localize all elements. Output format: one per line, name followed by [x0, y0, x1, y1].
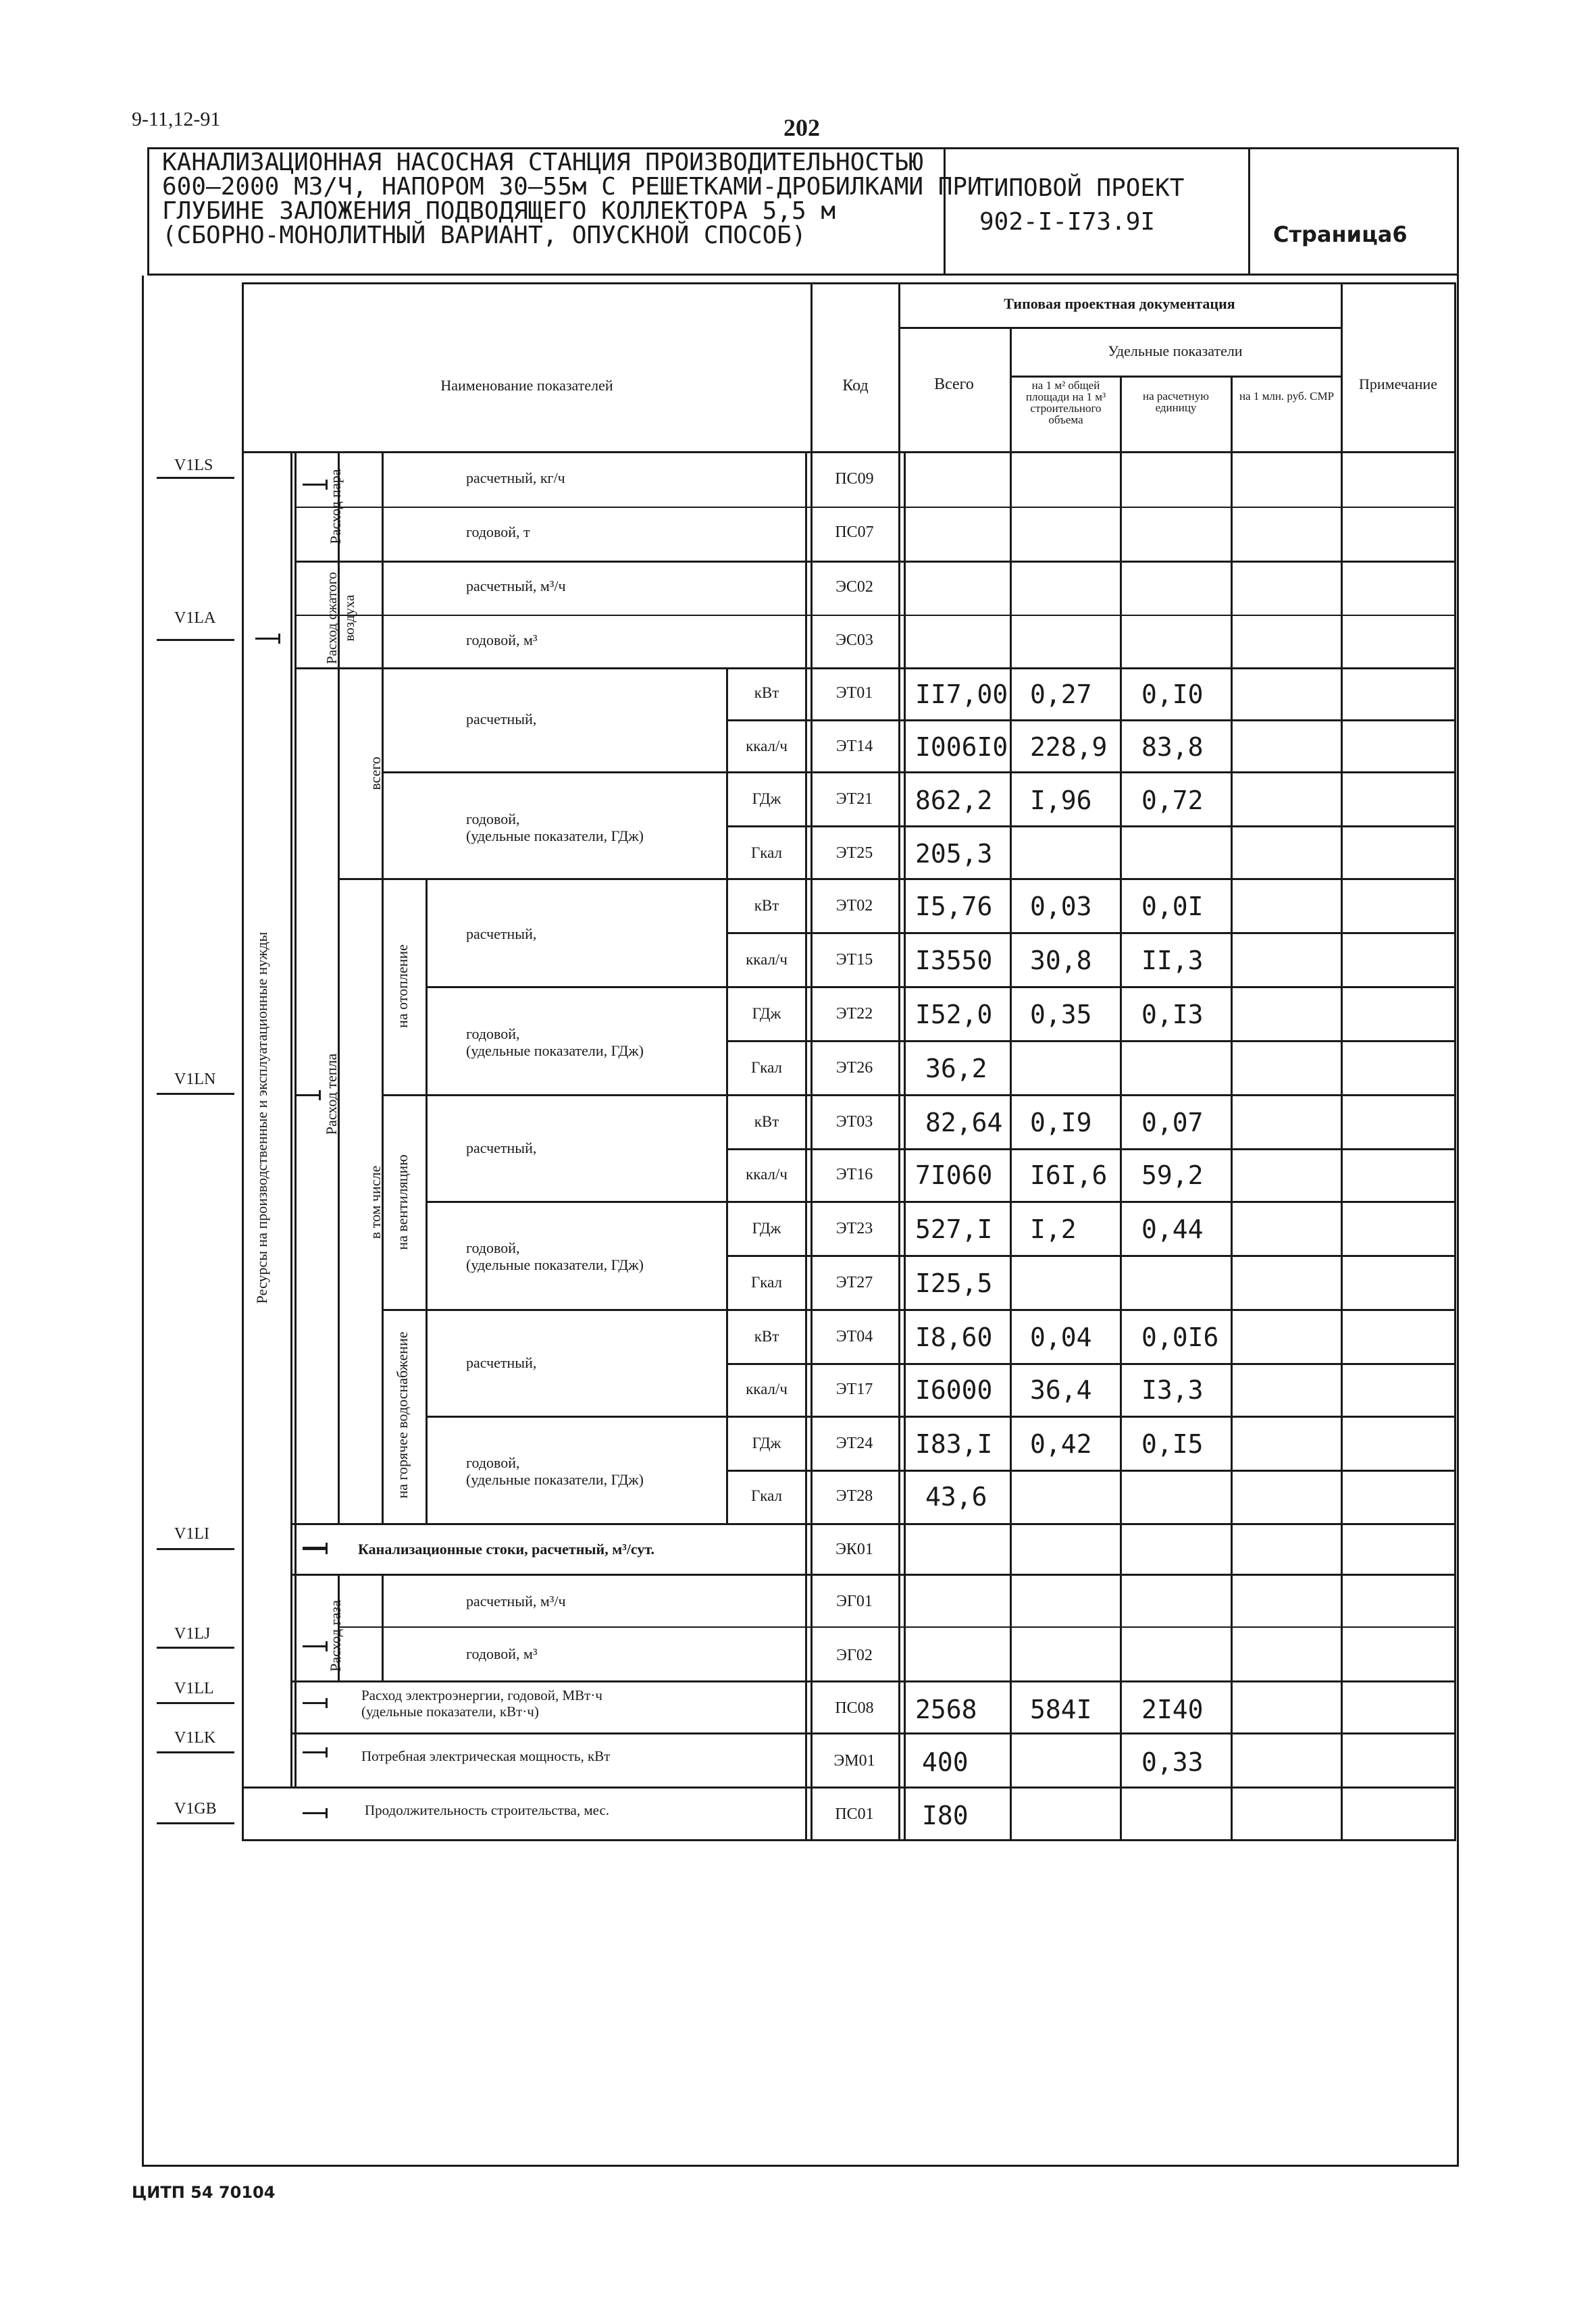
label-electro-note: (удельные показатели, кВт·ч) — [361, 1703, 539, 1720]
code-cell: ЭТ23 — [835, 1220, 873, 1237]
label-sewage: Канализационные стоки, расчетный, м³/сут. — [358, 1541, 655, 1558]
value-total: 82,64 — [925, 1108, 1003, 1137]
project-type: ТИПОВОЙ ПРОЕКТ — [979, 174, 1185, 202]
label-total-year: годовой, — [466, 811, 520, 827]
value-unit: 0,I0 — [1141, 679, 1204, 709]
label-vent-calc: расчетный, — [466, 1139, 537, 1156]
vlabel-including: в том числе — [367, 1165, 384, 1239]
value-total: I25,5 — [915, 1268, 993, 1298]
value-unit: I3,3 — [1141, 1375, 1204, 1405]
label-air-calc: расчетный, м³/ч — [466, 577, 566, 594]
value-area: 0,I9 — [1030, 1108, 1092, 1137]
header-specific: Удельные показатели — [1108, 342, 1243, 359]
value-total: I52,0 — [915, 1000, 993, 1029]
label-vent-year-note: (удельные показатели, ГДж) — [466, 1256, 644, 1273]
code-cell: ЭТ02 — [835, 897, 873, 915]
value-total: I5,76 — [915, 892, 993, 921]
unit-gcal: Гкал — [750, 844, 782, 861]
code-cell: ЭТ04 — [835, 1328, 873, 1345]
header-spec-unit: на расчетную единицу — [1143, 390, 1209, 414]
value-total: I83,I — [915, 1429, 993, 1459]
side-code-v1ll: V1LL — [174, 1680, 214, 1697]
value-area: 30,8 — [1030, 946, 1092, 975]
label-steam-calc: расчетный, кг/ч — [466, 469, 565, 486]
code-cell: ЭК01 — [835, 1541, 873, 1558]
label-heating-year: годовой, — [466, 1025, 520, 1042]
code-cell: ЭГ01 — [836, 1593, 873, 1610]
unit-gj: ГДж — [752, 1220, 781, 1237]
label-heating-year-note: (удельные показатели, ГДж) — [466, 1042, 644, 1059]
side-code-v1lj: V1LJ — [174, 1625, 211, 1643]
value-unit: 0,I5 — [1141, 1429, 1204, 1459]
value-area: I,2 — [1030, 1214, 1077, 1244]
value-area: 0,27 — [1030, 679, 1092, 709]
value-unit: 59,2 — [1141, 1160, 1204, 1190]
value-total: I8,60 — [915, 1322, 993, 1352]
value-unit: 0,0I — [1141, 892, 1204, 921]
value-total: 2568 — [915, 1695, 977, 1724]
header-code: Код — [842, 377, 869, 394]
vlabel-air: Расход сжатого воздуха — [324, 571, 357, 665]
label-hotwater-year-note: (удельные показатели, ГДж) — [466, 1471, 644, 1488]
code-cell: ЭТ25 — [835, 844, 873, 862]
side-code-v1gb: V1GB — [174, 1800, 217, 1818]
code-cell: ЭТ24 — [835, 1435, 873, 1452]
title-line-2: 600–2000 М3/Ч, НАПОРОМ 30–55м С РЕШЕТКАМИ-ДРОБИЛКАМИ ПРИ — [162, 173, 982, 201]
title-line-4: (СБОРНО-МОНОЛИТНЫЙ ВАРИАНТ, ОПУСКНОЙ СПОСОБ) — [162, 222, 806, 249]
code-cell: ЭТ01 — [835, 684, 873, 702]
value-area: I,96 — [1030, 786, 1092, 815]
unit-gj: ГДж — [752, 790, 781, 807]
side-code-v1lk: V1LK — [174, 1729, 216, 1747]
label-hotwater-calc: расчетный, — [466, 1354, 537, 1371]
value-area: I6I,6 — [1030, 1160, 1108, 1190]
label-steam-year: годовой, т — [466, 523, 530, 540]
code-cell: ПС07 — [835, 523, 874, 541]
code-cell: ЭТ17 — [835, 1381, 873, 1398]
side-code-v1la: V1LA — [174, 609, 216, 627]
header-name: Наименование показателей — [440, 377, 613, 394]
value-total: I3550 — [915, 946, 993, 975]
vlabel-heat: Расход тепла — [323, 1053, 340, 1135]
value-area: 584I — [1030, 1695, 1092, 1724]
label-gas-calc: расчетный, м³/ч — [466, 1593, 566, 1610]
value-unit: 0,07 — [1141, 1108, 1204, 1137]
value-area: 0,42 — [1030, 1429, 1092, 1459]
unit-gj: ГДж — [752, 1435, 781, 1451]
label-air-year: годовой, м³ — [466, 632, 538, 648]
value-total: 205,3 — [915, 839, 993, 869]
side-code-v1li: V1LI — [174, 1525, 209, 1543]
value-area: 0,35 — [1030, 1000, 1092, 1029]
code-cell: ЭТ26 — [835, 1059, 873, 1077]
vlabel-steam: Расход пара — [327, 469, 344, 544]
value-unit: 0,I3 — [1141, 1000, 1204, 1029]
page-number: 202 — [783, 114, 820, 141]
value-area: 0,03 — [1030, 892, 1092, 921]
value-total: I80 — [922, 1801, 969, 1830]
code-cell: ЭМ01 — [833, 1752, 875, 1770]
value-total: 527,I — [915, 1214, 993, 1244]
label-hotwater-year: годовой, — [466, 1454, 520, 1471]
header-spec-area: на 1 м² общей площади на 1 м³ строительного объема — [1025, 379, 1106, 426]
code-cell: ЭС03 — [835, 632, 873, 649]
code-cell: ЭТ22 — [835, 1005, 873, 1023]
label-electro: Расход электроэнергии, годовой, МВт·ч — [361, 1687, 602, 1703]
title-line-1: КАНАЛИЗАЦИОННАЯ НАСОСНАЯ СТАНЦИЯ ПРОИЗВОДИТЕЛЬНОСТЬЮ — [162, 149, 924, 176]
unit-gj: ГДж — [752, 1005, 781, 1022]
unit-kcal: ккал/ч — [746, 738, 788, 754]
vlabel-heating: на отопление — [394, 944, 411, 1028]
unit-kcal: ккал/ч — [746, 1166, 788, 1183]
project-number: 902-I-I73.9I — [979, 208, 1156, 236]
value-area: 36,4 — [1030, 1375, 1092, 1405]
unit-gcal: Гкал — [750, 1274, 782, 1291]
code-cell: ЭТ28 — [835, 1487, 873, 1505]
code-cell: ЭГ02 — [836, 1647, 873, 1664]
code-cell: ПС08 — [835, 1699, 874, 1717]
value-total: 43,6 — [925, 1482, 987, 1512]
value-unit: 0,0I6 — [1141, 1322, 1219, 1352]
header-spec-mln: на 1 млн. руб. СМР — [1239, 390, 1335, 403]
unit-gcal: Гкал — [750, 1487, 782, 1504]
footer-stamp: ЦИТП 54 70104 — [132, 2183, 276, 2202]
vlabel-hot-water: на горячее водоснабжение — [394, 1331, 411, 1499]
code-cell: ПС09 — [835, 470, 874, 488]
value-unit: 83,8 — [1141, 732, 1204, 762]
value-total: I6000 — [915, 1375, 993, 1405]
label-gas-year: годовой, м³ — [466, 1645, 538, 1662]
unit-kw: кВт — [754, 1328, 779, 1345]
label-heating-calc: расчетный, — [466, 925, 537, 942]
unit-kcal: ккал/ч — [746, 1381, 788, 1397]
value-unit: 0,44 — [1141, 1214, 1204, 1244]
label-vent-year: годовой, — [466, 1239, 520, 1256]
code-cell: ЭТ27 — [835, 1274, 873, 1291]
code-cell: ЭТ15 — [835, 951, 873, 969]
side-code-v1ls: V1LS — [174, 457, 213, 474]
side-code-v1ln: V1LN — [174, 1071, 216, 1088]
doc-number: 9-11,12-91 — [132, 108, 221, 130]
code-cell: ЭТ21 — [835, 790, 873, 808]
header-doc-group: Типовая проектная документация — [1004, 295, 1235, 312]
value-total: 862,2 — [915, 786, 993, 815]
title-line-3: ГЛУБИНЕ ЗАЛОЖЕНИЯ ПОДВОДЯЩЕГО КОЛЛЕКТОРА 5,5 м — [162, 197, 835, 225]
value-unit: II,3 — [1141, 946, 1204, 975]
page-label: Страница6 — [1273, 222, 1408, 247]
vlabel-resources: Ресурсы на производственные и эксплуатационные нужды — [253, 931, 270, 1304]
value-unit: 0,33 — [1141, 1747, 1204, 1777]
value-total: I006I0 — [915, 732, 1008, 762]
vlabel-total: всего — [367, 756, 384, 790]
header-note: Примечание — [1359, 376, 1437, 392]
code-cell: ЭТ03 — [835, 1113, 873, 1131]
header-total: Всего — [934, 376, 974, 393]
label-total-year-note: (удельные показатели, ГДж) — [466, 827, 644, 844]
value-total: 7I060 — [915, 1160, 993, 1190]
unit-kw: кВт — [754, 897, 779, 914]
value-unit: 0,72 — [1141, 786, 1204, 815]
unit-gcal: Гкал — [750, 1059, 782, 1076]
value-area: 228,9 — [1030, 732, 1108, 762]
label-duration: Продолжительность строительства, мес. — [365, 1802, 610, 1818]
label-total-calc: расчетный, — [466, 711, 537, 727]
label-power: Потребная электрическая мощность, кВт — [361, 1748, 611, 1764]
value-total: II7,00 — [915, 679, 1008, 709]
code-cell: ЭТ16 — [835, 1166, 873, 1183]
code-cell: ЭТ14 — [835, 738, 873, 755]
value-total: 36,2 — [925, 1054, 987, 1083]
vlabel-ventilation: на вентиляцию — [394, 1154, 411, 1250]
code-cell: ЭС02 — [835, 578, 873, 596]
value-unit: 2I40 — [1141, 1695, 1204, 1724]
unit-kw: кВт — [754, 1113, 779, 1130]
unit-kcal: ккал/ч — [746, 951, 788, 968]
value-total: 400 — [922, 1747, 969, 1777]
vlabel-gas: Расход газа — [327, 1600, 344, 1672]
unit-kw: кВт — [754, 684, 779, 701]
value-area: 0,04 — [1030, 1322, 1092, 1352]
code-cell: ПС01 — [835, 1805, 874, 1823]
